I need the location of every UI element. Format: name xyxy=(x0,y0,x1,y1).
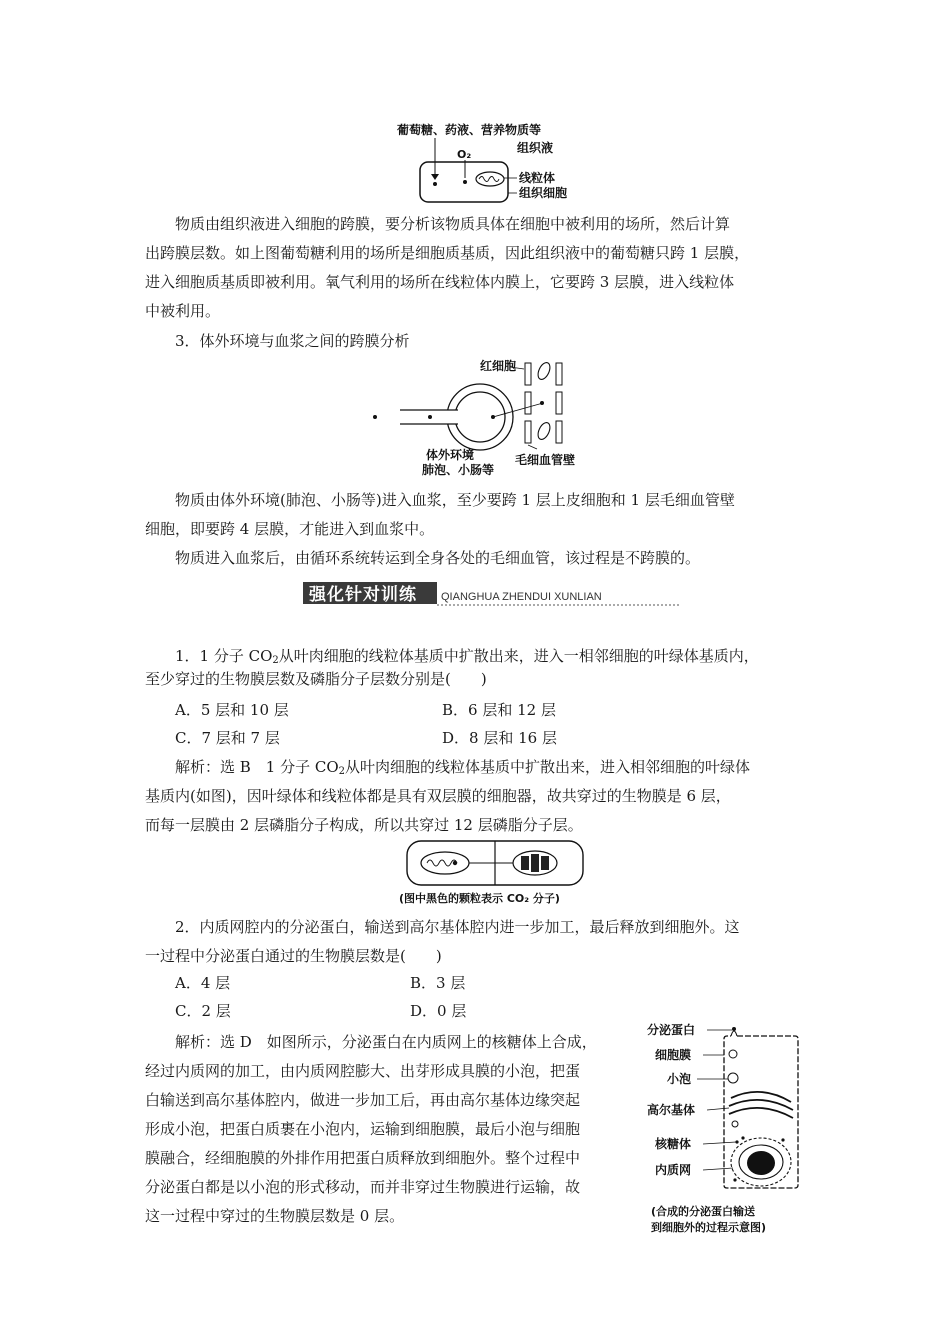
fig3-caption: (图中黑色的颗粒表示 CO₂ 分子) xyxy=(399,892,560,905)
q2-answer-line2: 经过内质网的加工，由内质网腔膨大、出芽形成具膜的小泡，把蛋 xyxy=(145,1062,581,1080)
q2-answer-line6: 分泌蛋白都是以小泡的形式移动，而并非穿过生物膜进行运输，故 xyxy=(145,1178,581,1196)
q2-stem-line1: 2．内质网腔内的分泌蛋白，输送到高尔基体腔内进一步加工，最后释放到细胞外。这 xyxy=(175,918,740,936)
fig2-capillary-label: 毛细血管壁 xyxy=(515,453,576,467)
q1-option-d: D．8 层和 16 层 xyxy=(442,729,557,747)
nucleus-icon xyxy=(747,1151,775,1175)
fig1-cell-label: 组织细胞 xyxy=(519,186,568,200)
q1-answer-line3: 而每一层膜由 2 层磷脂分子构成，所以共穿过 12 层磷脂分子层。 xyxy=(145,816,583,834)
para2-line3: 物质进入血浆后，由循环系统转运到全身各处的毛细血管，该过程是不跨膜的。 xyxy=(175,549,701,567)
figure-co2-diffusion xyxy=(395,838,595,908)
fig1-o2-label: O₂ xyxy=(457,148,472,161)
q2-answer-line4: 形成小泡，把蛋白质裹在小泡内，运输到细胞膜，最后小泡与细胞 xyxy=(145,1120,581,1138)
banner-subtitle: QIANGHUA ZHENDUI XUNLIAN xyxy=(441,591,602,603)
fig4-label-golgi: 高尔基体 xyxy=(647,1103,696,1117)
q2-answer-line7: 这一过程中穿过的生物膜层数是 0 层。 xyxy=(145,1207,405,1225)
fig4-label-vesicle: 小泡 xyxy=(667,1072,692,1086)
fig2-rbc-label: 红细胞 xyxy=(480,359,517,373)
q1-option-b: B．6 层和 12 层 xyxy=(442,701,556,719)
para1-line2: 出跨膜层数。如上图葡萄糖利用的场所是细胞质基质，因此组织液中的葡萄糖只跨 1 层膜， xyxy=(145,244,750,262)
q2-answer-line1: 解析：选 D 如图所示，分泌蛋白在内质网上的核糖体上合成， xyxy=(175,1033,597,1051)
q1-option-a: A．5 层和 10 层 xyxy=(175,701,289,719)
section3-heading: 3．体外环境与血浆之间的跨膜分析 xyxy=(175,332,410,350)
q2-stem-line2: 一过程中分泌蛋白通过的生物膜层数是( ) xyxy=(145,947,442,965)
fig2-env-label1: 体外环境 xyxy=(426,448,475,462)
fig4-label-membrane: 细胞膜 xyxy=(655,1048,692,1062)
q1-answer-line1: 解析：选 B 1 分子 $CO_2$从叶肉细胞的线粒体基质中扩散出来，进入相邻细胞的叶绿体 xyxy=(175,758,751,777)
q2-option-c: C．2 层 xyxy=(175,1002,231,1020)
para1-line4: 中被利用。 xyxy=(145,302,221,320)
q1-answer-line2: 基质内(如图)，因叶绿体和线粒体都是具有双层膜的细胞器，故共穿过的生物膜是 6 层， xyxy=(145,787,731,805)
fig1-fluid-label: 组织液 xyxy=(517,141,554,155)
fig4-label-er: 内质网 xyxy=(655,1163,692,1177)
q1-stem-line2: 至少穿过的生物膜层数及磷脂分子层数分别是( ) xyxy=(145,670,487,688)
para2-line1: 物质由体外环境(肺泡、小肠等)进入血浆，至少要跨 1 层上皮细胞和 1 层毛细血管壁 xyxy=(175,491,735,509)
q1-option-c: C．7 层和 7 层 xyxy=(175,729,280,747)
q2-option-d: D．0 层 xyxy=(410,1002,467,1020)
fig2-env-label2: 肺泡、小肠等 xyxy=(422,463,495,477)
banner-title: 强化针对训练 xyxy=(309,585,417,605)
fig4-caption-line2: 到细胞外的过程示意图) xyxy=(651,1221,767,1234)
figure-secretory-pathway xyxy=(645,1022,820,1237)
fig4-label-ribosome: 核糖体 xyxy=(655,1137,692,1151)
q2-option-a: A．4 层 xyxy=(175,974,231,992)
para1-line1: 物质由组织液进入细胞的跨膜，要分析该物质具体在细胞中被利用的场所，然后计算 xyxy=(175,215,731,233)
mitochondrion-icon xyxy=(476,172,504,186)
fig1-mito-label: 线粒体 xyxy=(519,171,556,185)
para1-line3: 进入细胞质基质即被利用。氧气利用的场所在线粒体内膜上，它要跨 3 层膜，进入线粒体 xyxy=(145,273,735,291)
fig4-label-secretory-protein: 分泌蛋白 xyxy=(647,1023,696,1037)
figure-tissue-cell xyxy=(395,120,605,210)
red-blood-cell-icon xyxy=(536,361,553,382)
q2-answer-line5: 膜融合，经细胞膜的外排作用把蛋白质释放到细胞外。整个过程中 xyxy=(145,1149,581,1167)
q2-answer-line3: 白输送到高尔基体腔内，做进一步加工后，再由高尔基体边缘突起 xyxy=(145,1091,581,1109)
q1-stem-line1: 1．1 分子 $CO_2$从叶肉细胞的线粒体基质中扩散出来，进入一相邻细胞的叶绿体基质内， xyxy=(175,647,759,666)
fig4-caption-line1: (合成的分泌蛋白输送 xyxy=(651,1205,756,1218)
fig1-top-label: 葡萄糖、药液、营养物质等 xyxy=(397,123,542,137)
para2-line2: 细胞，即要跨 4 层膜，才能进入到血浆中。 xyxy=(145,520,435,538)
figure-alveolus-capillary xyxy=(360,355,590,480)
training-banner xyxy=(303,580,683,610)
q2-option-b: B．3 层 xyxy=(410,974,466,992)
